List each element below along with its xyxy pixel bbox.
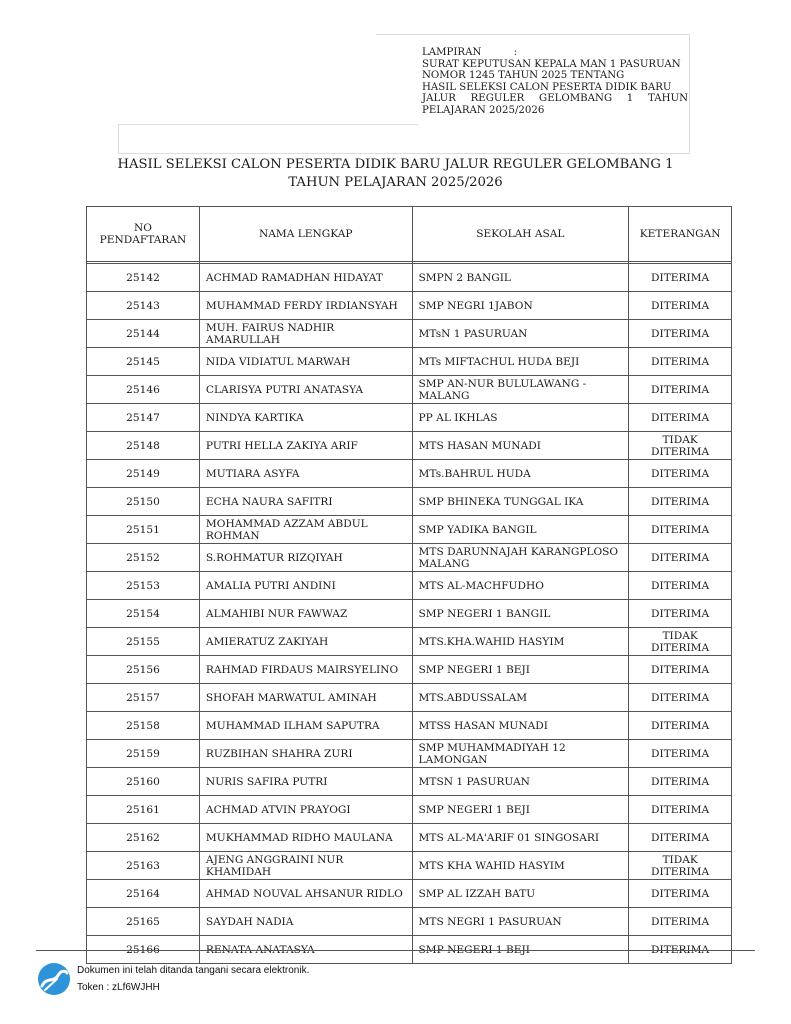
cell-registration-no: 25148 <box>87 432 200 460</box>
table-row <box>87 796 732 824</box>
cell-registration-no: 25153 <box>87 572 200 600</box>
cell-registration-no: 25163 <box>87 852 200 880</box>
cell-origin-school: PP AL IKHLAS <box>412 404 629 432</box>
table-row <box>87 572 732 600</box>
cell-status: DITERIMA <box>629 348 732 376</box>
cell-origin-school: SMP NEGERI 1 BEJI <box>412 796 629 824</box>
cell-full-name: MUTIARA ASYFA <box>199 460 412 488</box>
header-no-line-1: NO <box>133 222 152 234</box>
cell-registration-no: 25154 <box>87 600 200 628</box>
e-signature-logo-icon <box>37 962 71 996</box>
cell-origin-school: MTS NEGRI 1 PASURUAN <box>412 908 629 936</box>
table-row <box>87 852 732 880</box>
table-row <box>87 432 732 460</box>
cell-status: DITERIMA <box>629 796 732 824</box>
frame-border <box>118 124 119 154</box>
table-row <box>87 488 732 516</box>
table-row <box>87 628 732 656</box>
cell-status: DITERIMA <box>629 460 732 488</box>
cell-origin-school: SMP AL IZZAH BATU <box>412 880 629 908</box>
cell-status: DITERIMA <box>629 404 732 432</box>
lampiran-line: HASIL SELEKSI CALON PESERTA DIDIK BARU <box>422 81 672 93</box>
header-school: SEKOLAH ASAL <box>412 207 629 262</box>
selection-result-table <box>86 206 732 964</box>
cell-registration-no: 25145 <box>87 348 200 376</box>
table-row <box>87 768 732 796</box>
cell-origin-school: SMPN 2 BANGIL <box>412 264 629 292</box>
table-row <box>87 740 732 768</box>
header-no <box>87 207 200 262</box>
footer-divider <box>36 950 755 951</box>
table-row <box>87 880 732 908</box>
cell-registration-no: 25158 <box>87 712 200 740</box>
cell-status: DITERIMA <box>629 712 732 740</box>
cell-full-name: PUTRI HELLA ZAKIYA ARIF <box>199 432 412 460</box>
cell-origin-school: MTS KHA WAHID HASYIM <box>412 852 629 880</box>
table-row <box>87 516 732 544</box>
table-header-row <box>87 207 732 262</box>
cell-registration-no: 25150 <box>87 488 200 516</box>
cell-origin-school: MTS HASAN MUNADI <box>412 432 629 460</box>
cell-origin-school: MTS.ABDUSSALAM <box>412 684 629 712</box>
cell-origin-school: MTS.KHA.WAHID HASYIM <box>412 628 629 656</box>
lampiran-line: NOMOR 1245 TAHUN 2025 TENTANG <box>422 70 625 82</box>
lampiran-line: LAMPIRAN : <box>422 47 518 58</box>
cell-registration-no: 25157 <box>87 684 200 712</box>
cell-registration-no: 25143 <box>87 292 200 320</box>
cell-origin-school: SMP MUHAMMADIYAH 12 LAMONGAN <box>412 740 629 768</box>
cell-full-name: SAYDAH NADIA <box>199 908 412 936</box>
header-status: KETERANGAN <box>629 207 732 262</box>
cell-origin-school: SMP NEGERI 1 BEJI <box>412 656 629 684</box>
cell-full-name: MOHAMMAD AZZAM ABDUL ROHMAN <box>199 516 412 544</box>
lampiran-line: SURAT KEPUTUSAN KEPALA MAN 1 PASURUAN <box>422 58 681 70</box>
cell-status: DITERIMA <box>629 684 732 712</box>
cell-full-name: RUZBIHAN SHAHRA ZURI <box>199 740 412 768</box>
cell-registration-no: 25166 <box>87 936 200 964</box>
cell-registration-no: 25149 <box>87 460 200 488</box>
cell-full-name: AHMAD NOUVAL AHSANUR RIDLO <box>199 880 412 908</box>
cell-origin-school: MTSN 1 PASURUAN <box>412 768 629 796</box>
cell-full-name: MUHAMMAD FERDY IRDIANSYAH <box>199 292 412 320</box>
cell-full-name: MUH. FAIRUS NADHIR AMARULLAH <box>199 320 412 348</box>
cell-origin-school: MTSS HASAN MUNADI <box>412 712 629 740</box>
cell-full-name: NINDYA KARTIKA <box>199 404 412 432</box>
cell-full-name: NURIS SAFIRA PUTRI <box>199 768 412 796</box>
table-row <box>87 320 732 348</box>
cell-registration-no: 25156 <box>87 656 200 684</box>
cell-full-name: RENATA ANATASYA <box>199 936 412 964</box>
cell-status: DITERIMA <box>629 880 732 908</box>
table-row <box>87 292 732 320</box>
cell-full-name: MUKHAMMAD RIDHO MAULANA <box>199 824 412 852</box>
cell-registration-no: 25144 <box>87 320 200 348</box>
cell-registration-no: 25155 <box>87 628 200 656</box>
cell-registration-no: 25151 <box>87 516 200 544</box>
cell-status: DITERIMA <box>629 656 732 684</box>
cell-full-name: MUHAMMAD ILHAM SAPUTRA <box>199 712 412 740</box>
cell-status: DITERIMA <box>629 768 732 796</box>
document-title <box>0 156 791 192</box>
cell-origin-school: MTs.BAHRUL HUDA <box>412 460 629 488</box>
cell-full-name: NIDA VIDIATUL MARWAH <box>199 348 412 376</box>
header-name: NAMA LENGKAP <box>199 207 412 262</box>
cell-full-name: ACHMAD ATVIN PRAYOGI <box>199 796 412 824</box>
cell-origin-school: MTS AL-MA'ARIF 01 SINGOSARI <box>412 824 629 852</box>
frame-border <box>118 153 690 154</box>
cell-full-name: CLARISYA PUTRI ANATASYA <box>199 376 412 404</box>
table-row <box>87 712 732 740</box>
table-row <box>87 264 732 292</box>
cell-full-name: AMIERATUZ ZAKIYAH <box>199 628 412 656</box>
signed-notice: Dokumen ini telah ditanda tangani secara elektronik. <box>77 965 310 976</box>
cell-status: DITERIMA <box>629 488 732 516</box>
table-row <box>87 460 732 488</box>
table-row <box>87 544 732 572</box>
lampiran-header <box>422 47 688 117</box>
frame-border <box>689 34 690 154</box>
cell-registration-no: 25161 <box>87 796 200 824</box>
cell-status: DITERIMA <box>629 292 732 320</box>
table-row <box>87 684 732 712</box>
cell-origin-school: MTS DARUNNAJAH KARANGPLOSO MALANG <box>412 544 629 572</box>
cell-registration-no: 25164 <box>87 880 200 908</box>
cell-full-name: AJENG ANGGRAINI NUR KHAMIDAH <box>199 852 412 880</box>
footer-notice <box>77 962 309 996</box>
cell-status: TIDAK DITERIMA <box>629 628 732 656</box>
cell-registration-no: 25147 <box>87 404 200 432</box>
cell-origin-school: SMP NEGERI 1 BEJI <box>412 936 629 964</box>
cell-status: DITERIMA <box>629 376 732 404</box>
cell-origin-school: SMP AN-NUR BULULAWANG - MALANG <box>412 376 629 404</box>
cell-origin-school: SMP YADIKA BANGIL <box>412 516 629 544</box>
cell-status: DITERIMA <box>629 544 732 572</box>
cell-full-name: RAHMAD FIRDAUS MAIRSYELINO <box>199 656 412 684</box>
frame-border <box>376 34 690 35</box>
cell-full-name: SHOFAH MARWATUL AMINAH <box>199 684 412 712</box>
table-row <box>87 824 732 852</box>
table-row <box>87 404 732 432</box>
cell-full-name: AMALIA PUTRI ANDINI <box>199 572 412 600</box>
table-row <box>87 376 732 404</box>
cell-registration-no: 25159 <box>87 740 200 768</box>
lampiran-line: PELAJARAN 2025/2026 <box>422 104 545 116</box>
cell-registration-no: 25142 <box>87 264 200 292</box>
cell-registration-no: 25152 <box>87 544 200 572</box>
table-body <box>87 262 732 964</box>
cell-status: DITERIMA <box>629 936 732 964</box>
cell-registration-no: 25165 <box>87 908 200 936</box>
cell-status: TIDAK DITERIMA <box>629 852 732 880</box>
cell-status: DITERIMA <box>629 824 732 852</box>
table-row <box>87 348 732 376</box>
cell-origin-school: MTS AL-MACHFUDHO <box>412 572 629 600</box>
cell-registration-no: 25146 <box>87 376 200 404</box>
token-text: Token : zLf6WJHH <box>77 982 160 993</box>
cell-status: DITERIMA <box>629 320 732 348</box>
table-row <box>87 908 732 936</box>
cell-origin-school: MTsN 1 PASURUAN <box>412 320 629 348</box>
cell-full-name: ECHA NAURA SAFITRI <box>199 488 412 516</box>
cell-registration-no: 25160 <box>87 768 200 796</box>
cell-status: TIDAK DITERIMA <box>629 432 732 460</box>
cell-full-name: ACHMAD RAMADHAN HIDAYAT <box>199 264 412 292</box>
table-row <box>87 600 732 628</box>
header-no-line-2: PENDAFTARAN <box>99 234 187 246</box>
cell-origin-school: SMP NEGERI 1 BANGIL <box>412 600 629 628</box>
cell-registration-no: 25162 <box>87 824 200 852</box>
title-line-1: HASIL SELEKSI CALON PESERTA DIDIK BARU JALUR REGULER GELOMBANG 1 <box>117 157 674 172</box>
cell-status: DITERIMA <box>629 908 732 936</box>
lampiran-line: JALUR REGULER GELOMBANG 1 TAHUN <box>422 93 688 105</box>
cell-full-name: S.ROHMATUR RIZQIYAH <box>199 544 412 572</box>
title-line-2: TAHUN PELAJARAN 2025/2026 <box>288 175 503 190</box>
frame-border <box>118 124 418 125</box>
cell-status: DITERIMA <box>629 600 732 628</box>
cell-origin-school: SMP NEGRI 1JABON <box>412 292 629 320</box>
cell-origin-school: MTs MIFTACHUL HUDA BEJI <box>412 348 629 376</box>
cell-full-name: ALMAHIBI NUR FAWWAZ <box>199 600 412 628</box>
cell-status: DITERIMA <box>629 572 732 600</box>
cell-origin-school: SMP BHINEKA TUNGGAL IKA <box>412 488 629 516</box>
table-row <box>87 656 732 684</box>
cell-status: DITERIMA <box>629 516 732 544</box>
cell-status: DITERIMA <box>629 264 732 292</box>
cell-status: DITERIMA <box>629 740 732 768</box>
